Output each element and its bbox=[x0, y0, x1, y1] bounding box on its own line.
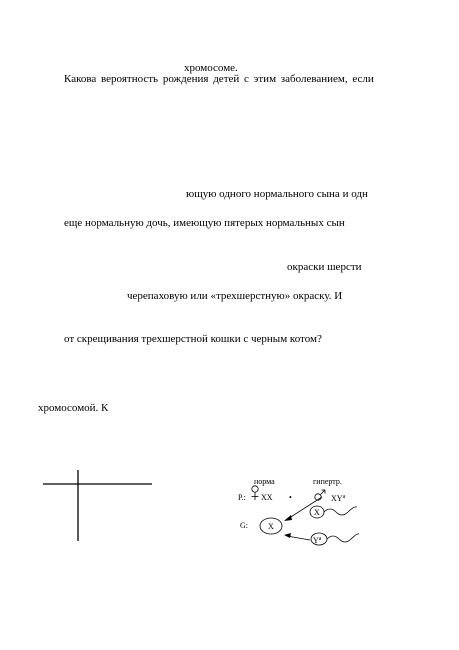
text-line-1: хромосоме. bbox=[184, 62, 238, 74]
text-line-3: ющую одного нормального сына и одн bbox=[186, 188, 368, 200]
father-genotype: $XY^a$ bbox=[331, 494, 346, 503]
text-line-6: черепаховую или «трехшерстную» окраску. И bbox=[127, 290, 343, 302]
hypertrichosis-label: гипертр. bbox=[313, 477, 342, 486]
gamete-y-ellipse bbox=[311, 533, 327, 545]
gamete-y-label: $Y^a$ bbox=[313, 536, 322, 545]
text-line-5: окраски шерсти bbox=[287, 261, 362, 273]
text-line-8: хромосомой. К bbox=[38, 402, 109, 414]
sperm-tail-2 bbox=[327, 534, 359, 542]
arrow-x-head bbox=[284, 515, 292, 521]
cross-sign: • bbox=[289, 493, 292, 502]
arrow-x-line bbox=[286, 497, 322, 520]
gamete-x-small-label: X bbox=[314, 508, 320, 517]
gametes-label: G: bbox=[240, 521, 248, 530]
arrow-y-line bbox=[287, 536, 310, 540]
text-line-4: еще нормальную дочь, имеющую пятерых нормальных сын bbox=[64, 217, 345, 229]
gamete-y-sup: a bbox=[318, 536, 322, 542]
gamete-x-label: X bbox=[268, 522, 274, 531]
text-line-2: Какова вероятность рождения детей с этим заболеванием, если bbox=[64, 73, 374, 85]
parents-prefix: P.: bbox=[238, 493, 246, 502]
sperm-tail-1 bbox=[324, 507, 357, 515]
father-allele-sup: a bbox=[342, 494, 346, 500]
mother-genotype: XX bbox=[261, 493, 273, 502]
gamete-x-ellipse bbox=[260, 518, 282, 534]
arrow-y-head bbox=[284, 533, 291, 538]
gamete-x-small-ellipse bbox=[310, 506, 324, 518]
female-symbol-icon bbox=[252, 486, 259, 500]
text-line-7: от скрещивания трехшерстной кошки с черным котом? bbox=[64, 333, 322, 345]
norm-label: норма bbox=[254, 477, 275, 486]
